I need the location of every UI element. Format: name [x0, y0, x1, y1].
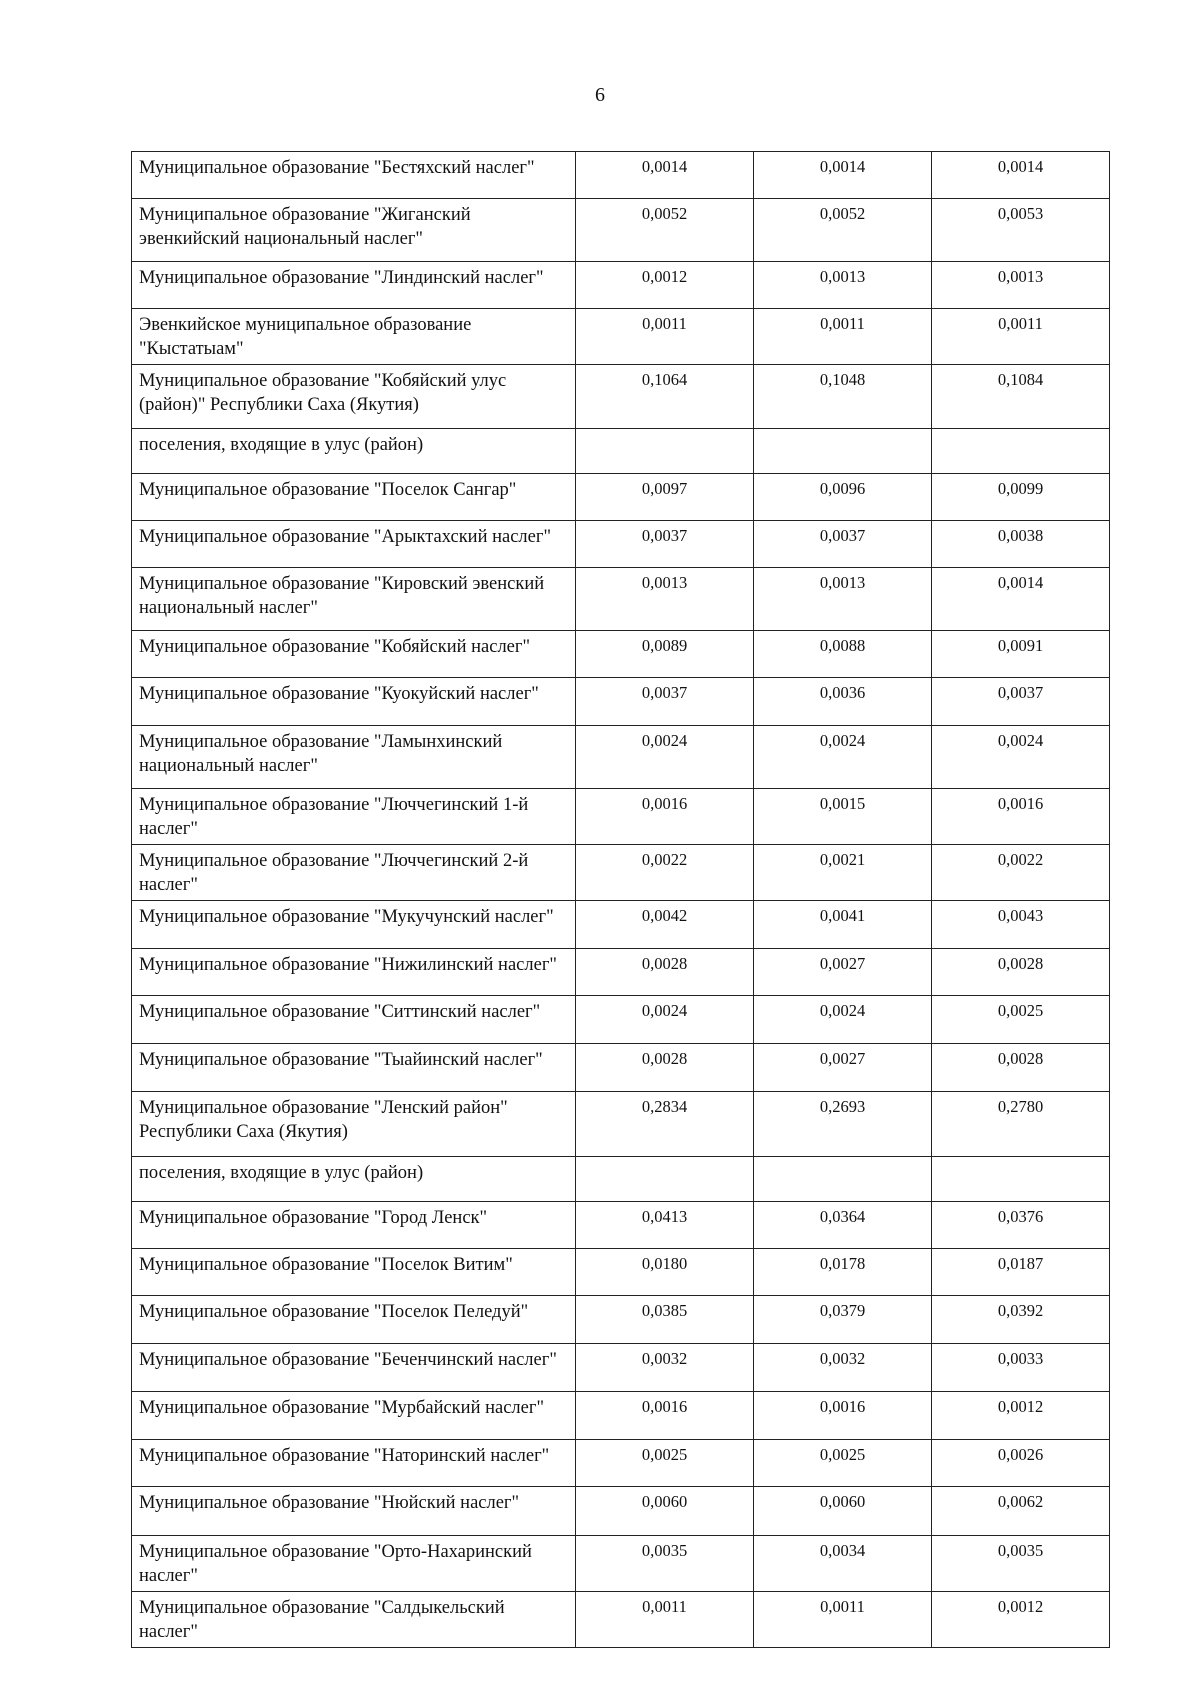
value-cell-2: 0,0021	[754, 845, 932, 901]
value-cell-3: 0,0033	[932, 1344, 1110, 1392]
value-cell-1: 0,0016	[576, 789, 754, 845]
table-row	[132, 949, 1110, 996]
value-cell-1: 0,0037	[576, 521, 754, 568]
value-cell-2: 0,0024	[754, 726, 932, 789]
value-cell-1: 0,0014	[576, 152, 754, 199]
value-cell-3: 0,0025	[932, 996, 1110, 1044]
row-name-cell: Муниципальное образование "Линдинский наслег"	[132, 262, 576, 309]
value-cell-1: 0,0037	[576, 678, 754, 726]
value-cell-2	[754, 1157, 932, 1202]
table-row	[132, 1592, 1110, 1648]
row-name-cell: Муниципальное образование "Орто-Нахаринский наслег"	[132, 1536, 576, 1592]
value-cell-1: 0,0180	[576, 1249, 754, 1296]
table-row	[132, 1249, 1110, 1296]
value-cell-2: 0,1048	[754, 365, 932, 429]
value-cell-1: 0,0024	[576, 996, 754, 1044]
row-name-cell: Муниципальное образование "Мукучунский наслег"	[132, 901, 576, 949]
value-cell-1: 0,0024	[576, 726, 754, 789]
value-cell-1: 0,2834	[576, 1092, 754, 1157]
table-row	[132, 1536, 1110, 1592]
row-name-cell: Муниципальное образование "Люччегинский 1-й наслег"	[132, 789, 576, 845]
value-cell-1: 0,0028	[576, 1044, 754, 1092]
value-cell-1: 0,0022	[576, 845, 754, 901]
row-name-cell: Муниципальное образование "Наторинский наслег"	[132, 1440, 576, 1487]
value-cell-2: 0,0364	[754, 1202, 932, 1249]
value-cell-1: 0,0025	[576, 1440, 754, 1487]
value-cell-3: 0,0012	[932, 1592, 1110, 1648]
table-row	[132, 1296, 1110, 1344]
row-name-cell: Муниципальное образование "Город Ленск"	[132, 1202, 576, 1249]
table-row	[132, 631, 1110, 678]
value-cell-2: 0,0036	[754, 678, 932, 726]
table-row	[132, 474, 1110, 521]
value-cell-3: 0,2780	[932, 1092, 1110, 1157]
row-name-cell: Муниципальное образование "Ситтинский наслег"	[132, 996, 576, 1044]
table-body	[132, 152, 1110, 1648]
value-cell-2: 0,2693	[754, 1092, 932, 1157]
row-name-cell: Муниципальное образование "Ламынхинский национальный наслег"	[132, 726, 576, 789]
row-name-cell: Муниципальное образование "Ленский район" Республики Саха (Якутия)	[132, 1092, 576, 1157]
value-cell-2: 0,0041	[754, 901, 932, 949]
value-cell-3	[932, 1157, 1110, 1202]
value-cell-2: 0,0088	[754, 631, 932, 678]
value-cell-1: 0,0413	[576, 1202, 754, 1249]
row-name-cell: Муниципальное образование "Поселок Витим"	[132, 1249, 576, 1296]
table-row	[132, 845, 1110, 901]
value-cell-1: 0,0011	[576, 1592, 754, 1648]
value-cell-3: 0,0037	[932, 678, 1110, 726]
value-cell-1	[576, 1157, 754, 1202]
value-cell-3: 0,0038	[932, 521, 1110, 568]
value-cell-2: 0,0027	[754, 949, 932, 996]
row-name-cell: Муниципальное образование "Нижилинский наслег"	[132, 949, 576, 996]
value-cell-2: 0,0025	[754, 1440, 932, 1487]
row-name-cell: Муниципальное образование "Кобяйский улус (район)" Республики Саха (Якутия)	[132, 365, 576, 429]
value-cell-2: 0,0013	[754, 262, 932, 309]
table-row	[132, 1092, 1110, 1157]
value-cell-2: 0,0037	[754, 521, 932, 568]
value-cell-2	[754, 429, 932, 474]
value-cell-3: 0,0062	[932, 1487, 1110, 1536]
value-cell-3: 0,1084	[932, 365, 1110, 429]
value-cell-1: 0,0012	[576, 262, 754, 309]
value-cell-3	[932, 429, 1110, 474]
table-row	[132, 152, 1110, 199]
table-row	[132, 678, 1110, 726]
row-name-cell: Муниципальное образование "Салдыкельский наслег"	[132, 1592, 576, 1648]
table-row	[132, 262, 1110, 309]
value-cell-2: 0,0096	[754, 474, 932, 521]
value-cell-1: 0,0385	[576, 1296, 754, 1344]
table-row	[132, 429, 1110, 474]
value-cell-3: 0,0012	[932, 1392, 1110, 1440]
row-name-cell: Муниципальное образование "Поселок Пеледуй"	[132, 1296, 576, 1344]
table-row	[132, 521, 1110, 568]
value-cell-3: 0,0026	[932, 1440, 1110, 1487]
row-name-cell: Муниципальное образование "Нюйский наслег"	[132, 1487, 576, 1536]
table-row	[132, 1344, 1110, 1392]
table-row	[132, 1157, 1110, 1202]
value-cell-2: 0,0016	[754, 1392, 932, 1440]
table-row	[132, 726, 1110, 789]
row-name-cell: Муниципальное образование "Беченчинский наслег"	[132, 1344, 576, 1392]
table-row	[132, 1440, 1110, 1487]
value-cell-2: 0,0011	[754, 309, 932, 365]
table-row	[132, 1487, 1110, 1536]
value-cell-1	[576, 429, 754, 474]
row-name-cell: Муниципальное образование "Кировский эвенский национальный наслег"	[132, 568, 576, 631]
row-name-cell: Муниципальное образование "Тыайинский наслег"	[132, 1044, 576, 1092]
table-row	[132, 1202, 1110, 1249]
row-name-cell: Муниципальное образование "Жиганский эвенкийский национальный наслег"	[132, 199, 576, 262]
value-cell-2: 0,0014	[754, 152, 932, 199]
table-row	[132, 309, 1110, 365]
value-cell-1: 0,0097	[576, 474, 754, 521]
value-cell-3: 0,0024	[932, 726, 1110, 789]
value-cell-3: 0,0099	[932, 474, 1110, 521]
row-name-cell: Муниципальное образование "Мурбайский наслег"	[132, 1392, 576, 1440]
value-cell-1: 0,0013	[576, 568, 754, 631]
value-cell-2: 0,0013	[754, 568, 932, 631]
value-cell-2: 0,0060	[754, 1487, 932, 1536]
value-cell-3: 0,0028	[932, 949, 1110, 996]
value-cell-1: 0,0032	[576, 1344, 754, 1392]
table-row	[132, 1392, 1110, 1440]
table-row	[132, 1044, 1110, 1092]
value-cell-3: 0,0011	[932, 309, 1110, 365]
row-name-cell: Муниципальное образование "Арыктахский наслег"	[132, 521, 576, 568]
page-number: 6	[595, 84, 605, 106]
value-cell-2: 0,0034	[754, 1536, 932, 1592]
row-name-cell: Муниципальное образование "Куокуйский наслег"	[132, 678, 576, 726]
row-name-cell: Муниципальное образование "Люччегинский 2-й наслег"	[132, 845, 576, 901]
value-cell-1: 0,0016	[576, 1392, 754, 1440]
row-name-cell: Муниципальное образование "Кобяйский наслег"	[132, 631, 576, 678]
value-cell-1: 0,0028	[576, 949, 754, 996]
value-cell-3: 0,0053	[932, 199, 1110, 262]
value-cell-2: 0,0178	[754, 1249, 932, 1296]
value-cell-2: 0,0024	[754, 996, 932, 1044]
value-cell-2: 0,0379	[754, 1296, 932, 1344]
value-cell-3: 0,0376	[932, 1202, 1110, 1249]
value-cell-1: 0,0035	[576, 1536, 754, 1592]
table-row	[132, 568, 1110, 631]
value-cell-1: 0,0042	[576, 901, 754, 949]
value-cell-2: 0,0011	[754, 1592, 932, 1648]
value-cell-1: 0,0089	[576, 631, 754, 678]
table-row	[132, 365, 1110, 429]
value-cell-2: 0,0015	[754, 789, 932, 845]
value-cell-3: 0,0043	[932, 901, 1110, 949]
value-cell-3: 0,0392	[932, 1296, 1110, 1344]
value-cell-1: 0,0011	[576, 309, 754, 365]
table-row	[132, 901, 1110, 949]
row-name-cell: Муниципальное образование "Поселок Сангар"	[132, 474, 576, 521]
value-cell-3: 0,0014	[932, 568, 1110, 631]
row-name-cell: Эвенкийское муниципальное образование "Кыстатыам"	[132, 309, 576, 365]
row-name-cell: Муниципальное образование "Бестяхский наслег"	[132, 152, 576, 199]
value-cell-1: 0,0052	[576, 199, 754, 262]
table-row	[132, 199, 1110, 262]
row-name-cell: поселения, входящие в улус (район)	[132, 429, 576, 474]
value-cell-3: 0,0013	[932, 262, 1110, 309]
value-cell-3: 0,0016	[932, 789, 1110, 845]
value-cell-3: 0,0187	[932, 1249, 1110, 1296]
value-cell-2: 0,0052	[754, 199, 932, 262]
value-cell-2: 0,0032	[754, 1344, 932, 1392]
row-name-cell: поселения, входящие в улус (район)	[132, 1157, 576, 1202]
value-cell-3: 0,0028	[932, 1044, 1110, 1092]
value-cell-3: 0,0091	[932, 631, 1110, 678]
value-cell-2: 0,0027	[754, 1044, 932, 1092]
table-row	[132, 789, 1110, 845]
data-table	[131, 151, 1110, 1648]
value-cell-3: 0,0035	[932, 1536, 1110, 1592]
value-cell-1: 0,1064	[576, 365, 754, 429]
value-cell-3: 0,0014	[932, 152, 1110, 199]
value-cell-1: 0,0060	[576, 1487, 754, 1536]
value-cell-3: 0,0022	[932, 845, 1110, 901]
table-row	[132, 996, 1110, 1044]
